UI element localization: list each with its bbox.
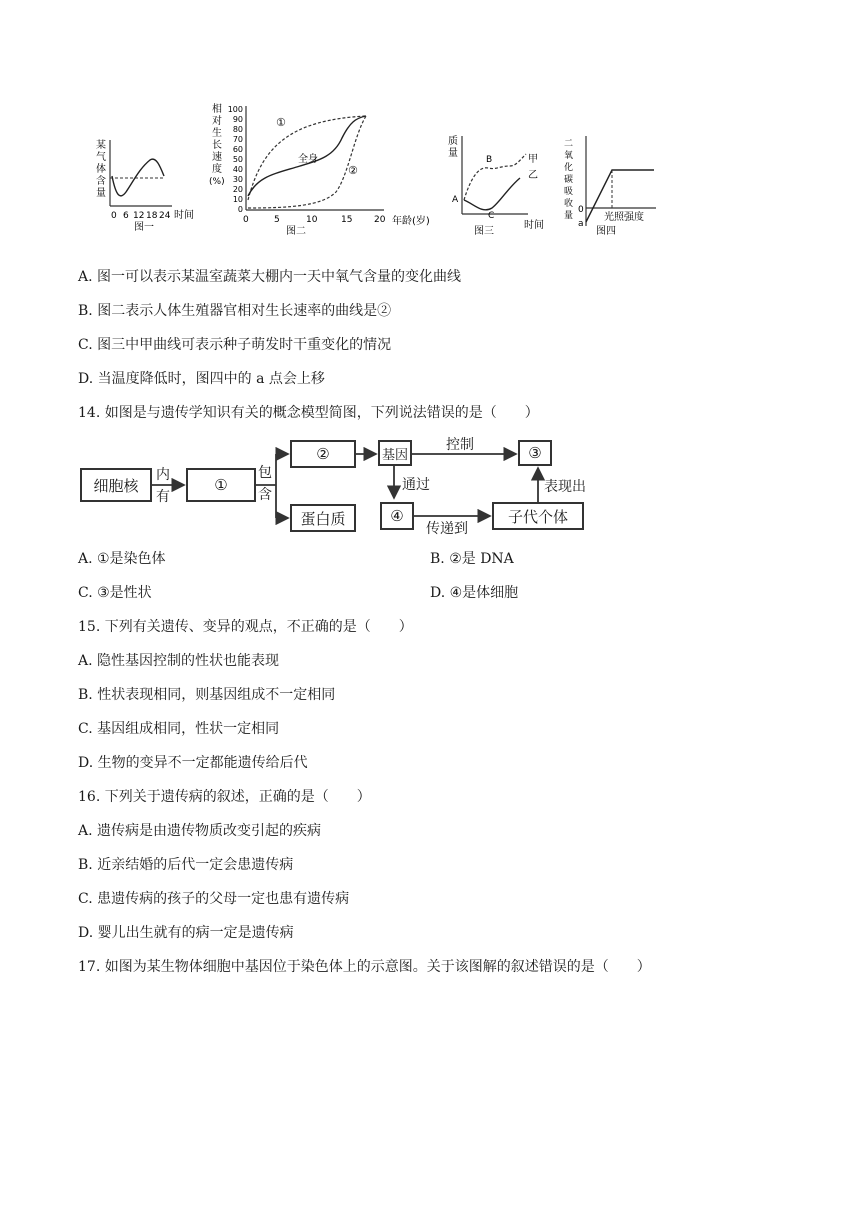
express-label: 表现出 [544, 479, 586, 495]
svg-text:10: 10 [232, 195, 243, 204]
svg-text:70: 70 [232, 135, 243, 144]
svg-text:碳: 碳 [564, 175, 574, 185]
svg-text:二: 二 [564, 139, 574, 149]
nucleus-box: 细胞核 [80, 468, 152, 502]
fig3-series-1: 甲 [528, 154, 538, 165]
fig1-ylabel-2: 气 [96, 152, 106, 163]
svg-text:60: 60 [232, 145, 243, 154]
figure-3 [448, 134, 544, 237]
svg-text:速: 速 [212, 152, 222, 163]
q13-option-a: A. 图一可以表示某温室蔬菜大棚内一天中氧气含量的变化曲线 [78, 269, 462, 285]
q13-option-c: C. 图三中甲曲线可表示种子萌发时干重变化的情况 [78, 337, 392, 353]
svg-text:40: 40 [232, 165, 243, 174]
q16-option-c: C. 患遗传病的孩子的父母一定也患有遗传病 [78, 891, 350, 907]
fig1-tick: 18 [146, 211, 158, 221]
svg-text:氧: 氧 [564, 151, 574, 161]
q15-option-c: C. 基因组成相同，性状一定相同 [78, 721, 280, 737]
q17-stem: 17. 如图为某生物体细胞中基因位于染色体上的示意图。关于该图解的叙述错误的是（ ） [78, 959, 651, 975]
svg-text:量: 量 [564, 211, 574, 221]
q15-option-b: B. 性状表现相同，则基因组成不一定相同 [78, 687, 336, 703]
offspring-box: 子代个体 [492, 502, 584, 530]
figures-svg [0, 96, 860, 246]
include-label-1: 包 [258, 465, 272, 481]
concept-diagram [78, 434, 598, 537]
q13-option-b: B. 图二表示人体生殖器官相对生长速率的曲线是② [78, 303, 392, 319]
svg-text:相: 相 [212, 104, 222, 115]
svg-text:化: 化 [564, 163, 574, 173]
svg-text:20: 20 [232, 185, 243, 194]
q16-option-b: B. 近亲结婚的后代一定会患遗传病 [78, 857, 294, 873]
box-2: ② [290, 440, 356, 468]
svg-text:50: 50 [232, 155, 243, 164]
protein-box: 蛋白质 [290, 504, 356, 532]
q15-stem: 15. 下列有关遗传、变异的观点，不正确的是（ ） [78, 619, 413, 635]
fig1-tick: 24 [159, 211, 171, 221]
contain-label-1: 内 [156, 467, 170, 483]
q13-option-d: D. 当温度降低时，图四中的 a 点会上移 [78, 371, 325, 387]
fig3-point-c: C [488, 211, 495, 221]
svg-text:90: 90 [232, 115, 243, 124]
fig2-caption: 图二 [286, 226, 306, 237]
figure-4 [564, 136, 656, 237]
fig1-tick: 12 [133, 211, 145, 221]
svg-text:度: 度 [212, 164, 222, 175]
q15-option-d: D. 生物的变异不一定都能遗传给后代 [78, 755, 308, 771]
fig4-point-a: a [578, 219, 584, 229]
svg-text:100: 100 [227, 105, 243, 114]
q14-stem: 14. 如图是与遗传学知识有关的概念模型简图，下列说法错误的是（ ） [78, 405, 539, 421]
svg-text:量: 量 [448, 148, 458, 159]
q14-option-c: C. ③是性状 [78, 585, 152, 601]
fig1-tick: 0 [111, 211, 117, 221]
q14-option-b: B. ②是 DNA [430, 551, 514, 567]
fig2-curve-1: ① [276, 116, 286, 129]
fig4-xlabel: 光照强度 [604, 212, 644, 223]
fig3-xlabel: 时间 [524, 220, 544, 231]
svg-text:0: 0 [243, 215, 249, 225]
fig1-ylabel-5: 量 [96, 188, 106, 199]
through-label: 通过 [402, 477, 430, 493]
fig4-caption: 图四 [596, 226, 616, 237]
svg-text:5: 5 [274, 215, 280, 225]
transmit-label: 传递到 [426, 521, 468, 537]
fig1-tick: 6 [123, 211, 129, 221]
control-label: 控制 [446, 437, 474, 453]
svg-text:0: 0 [237, 205, 243, 214]
svg-text:质: 质 [448, 136, 458, 147]
fig1-ylabel-4: 含 [96, 176, 106, 187]
fig1-ylabel-3: 体 [96, 164, 106, 175]
svg-text:收: 收 [564, 199, 574, 209]
figure-row [0, 96, 860, 246]
q15-option-a: A. 隐性基因控制的性状也能表现 [78, 653, 280, 669]
fig3-series-2: 乙 [528, 170, 538, 181]
svg-text:生: 生 [212, 128, 222, 139]
gene-box: 基因 [378, 440, 412, 466]
svg-text:对: 对 [212, 116, 222, 127]
q14-option-a: A. ①是染色体 [78, 551, 166, 567]
fig2-curve-2: ② [348, 164, 358, 177]
svg-text:30: 30 [232, 175, 243, 184]
svg-text:(%): (%) [209, 177, 225, 187]
q14-option-d: D. ④是体细胞 [430, 585, 519, 601]
box-1: ① [186, 468, 256, 502]
fig1-ylabel-1: 某 [96, 140, 106, 151]
fig3-point-b: B [486, 155, 493, 165]
svg-text:长: 长 [212, 140, 222, 151]
svg-text:10: 10 [306, 215, 318, 225]
fig3-caption: 图三 [474, 226, 494, 237]
svg-text:吸: 吸 [564, 187, 574, 197]
fig2-curve-body: 全身 [298, 154, 318, 165]
box-3: ③ [518, 440, 552, 466]
svg-text:15: 15 [341, 215, 353, 225]
fig1-caption: 图一 [134, 222, 154, 233]
fig4-origin: 0 [578, 205, 584, 215]
svg-text:20: 20 [374, 215, 386, 225]
q16-stem: 16. 下列关于遗传病的叙述，正确的是（ ） [78, 789, 371, 805]
box-4: ④ [380, 502, 414, 530]
q16-option-a: A. 遗传病是由遗传物质改变引起的疾病 [78, 823, 322, 839]
contain-label-2: 有 [156, 489, 170, 505]
fig3-point-a: A [452, 195, 459, 205]
fig2-xlabel: 年龄(岁) [392, 216, 430, 227]
fig1-xlabel: 时间 [174, 210, 194, 221]
q16-option-d: D. 婴儿出生就有的病一定是遗传病 [78, 925, 294, 941]
svg-text:80: 80 [232, 125, 243, 134]
include-label-2: 含 [258, 487, 272, 503]
figure-2 [209, 102, 430, 237]
figure-1 [96, 138, 194, 233]
